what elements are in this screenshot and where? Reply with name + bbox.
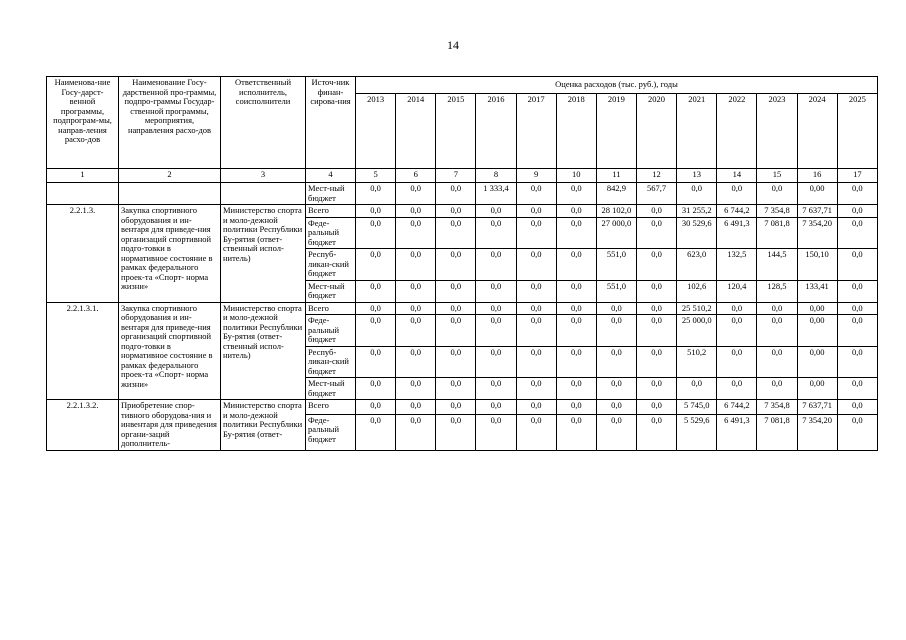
expense-value-cell: 6 491,3 xyxy=(717,414,757,450)
year-header-cell: 2015 xyxy=(436,94,476,169)
year-header-cell: 2019 xyxy=(596,94,636,169)
expense-value-cell: 0,0 xyxy=(436,217,476,249)
expense-value-cell: 6 744,2 xyxy=(717,400,757,414)
expense-value-cell: 0,0 xyxy=(356,183,396,205)
expense-value-cell: 0,0 xyxy=(636,346,676,378)
expense-value-cell: 0,0 xyxy=(396,315,436,347)
expense-value-cell: 0,0 xyxy=(476,414,516,450)
column-numbers-row xyxy=(47,169,878,183)
expense-value-cell: 0,0 xyxy=(717,183,757,205)
expense-value-cell: 0,0 xyxy=(356,414,396,450)
expense-value-cell: 0,00 xyxy=(797,315,837,347)
expense-value-cell: 0,00 xyxy=(797,378,837,400)
measure-code: 2.2.1.3.1. xyxy=(47,302,119,400)
expense-value-cell: 0,0 xyxy=(837,414,877,450)
column-number-cell: 13 xyxy=(677,169,717,183)
expense-value-cell: 0,0 xyxy=(636,414,676,450)
measure-name xyxy=(119,183,221,205)
expense-value-cell: 0,00 xyxy=(797,302,837,315)
measure-code: 2.2.1.3.2. xyxy=(47,400,119,451)
expense-value-cell: 128,5 xyxy=(757,280,797,302)
expense-value-cell: 7 637,71 xyxy=(797,205,837,218)
expense-value-cell: 842,9 xyxy=(596,183,636,205)
expense-value-cell: 0,0 xyxy=(596,315,636,347)
expense-value-cell: 0,0 xyxy=(476,280,516,302)
expense-value-cell: 551,0 xyxy=(596,249,636,281)
year-header-cell: 2016 xyxy=(476,94,516,169)
expense-value-cell: 0,0 xyxy=(596,414,636,450)
expense-value-cell: 133,41 xyxy=(797,280,837,302)
expense-value-cell: 132,5 xyxy=(717,249,757,281)
column-number-cell: 17 xyxy=(837,169,877,183)
expense-value-cell: 0,0 xyxy=(837,217,877,249)
column-number-cell: 15 xyxy=(757,169,797,183)
expense-value-cell: 0,0 xyxy=(837,183,877,205)
measure-code xyxy=(47,183,119,205)
column-number-cell: 1 xyxy=(47,169,119,183)
expense-value-cell: 0,0 xyxy=(476,205,516,218)
expense-value-cell: 144,5 xyxy=(757,249,797,281)
expense-value-cell: 0,0 xyxy=(717,315,757,347)
expense-value-cell: 0,0 xyxy=(516,302,556,315)
expense-value-cell: 0,0 xyxy=(396,205,436,218)
expense-value-cell: 0,0 xyxy=(837,280,877,302)
expense-value-cell: 0,0 xyxy=(556,378,596,400)
expense-value-cell: 0,0 xyxy=(516,249,556,281)
expense-value-cell: 7 081,8 xyxy=(757,414,797,450)
expense-value-cell: 0,0 xyxy=(757,378,797,400)
expense-value-cell: 0,0 xyxy=(636,378,676,400)
expense-value-cell: 6 491,3 xyxy=(717,217,757,249)
expense-value-cell: 0,0 xyxy=(436,414,476,450)
expense-value-cell: 0,0 xyxy=(476,400,516,414)
expense-value-cell: 623,0 xyxy=(677,249,717,281)
expense-value-cell: 0,0 xyxy=(636,302,676,315)
funding-source: Феде-ральный бюджет xyxy=(306,315,356,347)
funding-source: Респуб-ликан-ский бюджет xyxy=(306,346,356,378)
table-row xyxy=(47,400,878,414)
column-number-cell: 16 xyxy=(797,169,837,183)
expense-value-cell: 0,0 xyxy=(356,280,396,302)
expense-value-cell: 0,0 xyxy=(636,205,676,218)
expense-value-cell: 0,0 xyxy=(556,205,596,218)
column-number-cell: 2 xyxy=(119,169,221,183)
measure-name: Приобретение спор-тивного оборудова-ния и инвентаря для приведения органи-заций дополнитель- xyxy=(119,400,221,451)
column-number-cell: 3 xyxy=(221,169,306,183)
expense-value-cell: 6 744,2 xyxy=(717,205,757,218)
expense-value-cell: 0,0 xyxy=(396,378,436,400)
expense-value-cell: 25 510,2 xyxy=(677,302,717,315)
expense-value-cell: 7 354,8 xyxy=(757,205,797,218)
expense-value-cell: 0,00 xyxy=(797,346,837,378)
expense-value-cell: 0,0 xyxy=(436,315,476,347)
expense-value-cell: 150,10 xyxy=(797,249,837,281)
expense-value-cell: 0,0 xyxy=(356,205,396,218)
year-header-cell: 2025 xyxy=(837,94,877,169)
expense-value-cell: 0,0 xyxy=(516,217,556,249)
expense-value-cell: 7 354,20 xyxy=(797,414,837,450)
year-header-cell: 2017 xyxy=(516,94,556,169)
expense-value-cell: 0,0 xyxy=(396,280,436,302)
expense-value-cell: 0,0 xyxy=(717,378,757,400)
expense-value-cell: 31 255,2 xyxy=(677,205,717,218)
expense-value-cell: 7 354,8 xyxy=(757,400,797,414)
year-header-cell: 2021 xyxy=(677,94,717,169)
expense-value-cell: 0,0 xyxy=(436,400,476,414)
expense-value-cell: 0,0 xyxy=(356,217,396,249)
column-number-cell: 5 xyxy=(356,169,396,183)
expense-value-cell: 0,0 xyxy=(837,400,877,414)
expense-value-cell: 0,0 xyxy=(396,183,436,205)
expense-value-cell: 0,0 xyxy=(516,315,556,347)
table-row xyxy=(47,302,878,315)
responsible-executor: Министерство спорта и моло-дежной политики Республики Бу-рятия (ответ-ственный испол-нитель) xyxy=(221,205,306,303)
table-row xyxy=(47,205,878,218)
expense-value-cell: 0,0 xyxy=(516,205,556,218)
expense-value-cell: 0,0 xyxy=(516,280,556,302)
funding-source: Мест-ный бюджет xyxy=(306,183,356,205)
expense-value-cell: 0,0 xyxy=(556,217,596,249)
expense-value-cell: 0,0 xyxy=(396,414,436,450)
responsible-executor: Министерство спорта и моло-дежной политики Республики Бу-рятия (ответ-ственный испол-нитель) xyxy=(221,302,306,400)
column-number-cell: 8 xyxy=(476,169,516,183)
expense-value-cell: 0,0 xyxy=(516,414,556,450)
expense-value-cell: 0,0 xyxy=(556,302,596,315)
column-number-cell: 9 xyxy=(516,169,556,183)
expense-value-cell: 0,0 xyxy=(516,400,556,414)
expense-value-cell: 551,0 xyxy=(596,280,636,302)
expense-value-cell: 0,0 xyxy=(717,346,757,378)
expense-value-cell: 0,0 xyxy=(636,217,676,249)
expense-value-cell: 0,0 xyxy=(476,378,516,400)
expense-value-cell: 0,0 xyxy=(436,183,476,205)
year-header-cell: 2013 xyxy=(356,94,396,169)
expense-value-cell: 102,6 xyxy=(677,280,717,302)
expense-value-cell: 0,0 xyxy=(436,205,476,218)
expense-value-cell: 0,0 xyxy=(476,249,516,281)
expense-value-cell: 0,0 xyxy=(636,315,676,347)
header-measure-name: Наименование Госу-дарственной про-граммы, подпро-граммы Государ-ственной программы, мероприятия, направления расхо-дов xyxy=(119,77,221,169)
expense-value-cell: 30 529,6 xyxy=(677,217,717,249)
expense-value-cell: 0,0 xyxy=(436,346,476,378)
expense-value-cell: 0,0 xyxy=(476,346,516,378)
expense-value-cell: 567,7 xyxy=(636,183,676,205)
year-header-cell: 2023 xyxy=(757,94,797,169)
responsible-executor: Министерство спорта и моло-дежной политики Республики Бу-рятия (ответ- xyxy=(221,400,306,451)
funding-source: Феде-ральный бюджет xyxy=(306,414,356,450)
expense-value-cell: 510,2 xyxy=(677,346,717,378)
expense-value-cell: 0,0 xyxy=(837,378,877,400)
expense-value-cell: 25 000,0 xyxy=(677,315,717,347)
expense-value-cell: 0,0 xyxy=(356,249,396,281)
expense-value-cell: 0,0 xyxy=(556,414,596,450)
expense-value-cell: 0,0 xyxy=(356,346,396,378)
expense-value-cell: 0,0 xyxy=(476,217,516,249)
expense-value-cell: 0,0 xyxy=(556,280,596,302)
expense-value-cell: 0,0 xyxy=(396,400,436,414)
expense-value-cell: 0,0 xyxy=(757,183,797,205)
column-number-cell: 6 xyxy=(396,169,436,183)
expense-value-cell: 0,0 xyxy=(757,302,797,315)
expense-value-cell: 0,00 xyxy=(797,183,837,205)
expense-value-cell: 7 637,71 xyxy=(797,400,837,414)
expense-value-cell: 0,0 xyxy=(636,400,676,414)
expense-value-cell: 0,0 xyxy=(356,378,396,400)
expense-value-cell: 0,0 xyxy=(837,346,877,378)
expense-value-cell: 0,0 xyxy=(677,183,717,205)
expense-value-cell: 0,0 xyxy=(556,183,596,205)
expense-value-cell: 0,0 xyxy=(356,400,396,414)
expense-value-cell: 0,0 xyxy=(837,205,877,218)
funding-source: Мест-ный бюджет xyxy=(306,378,356,400)
measure-name: Закупка спортивного оборудования и ин-вентаря для приведе-ния организаций спортивной подго-товки в нормативное состояние в рамках федерального проек-та «Спорт- норма жизни» xyxy=(119,302,221,400)
budget-table xyxy=(46,76,878,451)
expense-value-cell: 0,0 xyxy=(837,315,877,347)
expense-value-cell: 0,0 xyxy=(556,249,596,281)
expense-value-cell: 0,0 xyxy=(837,302,877,315)
expense-value-cell: 1 333,4 xyxy=(476,183,516,205)
expense-value-cell: 0,0 xyxy=(436,378,476,400)
funding-source: Мест-ный бюджет xyxy=(306,280,356,302)
expense-value-cell: 27 000,0 xyxy=(596,217,636,249)
expense-value-cell: 0,0 xyxy=(596,400,636,414)
header-estimate: Оценка расходов (тыс. руб.), годы xyxy=(356,77,878,94)
expense-value-cell: 0,0 xyxy=(596,346,636,378)
header-funding-source: Источ-ник финан-сирова-ния xyxy=(306,77,356,169)
funding-source: Всего xyxy=(306,302,356,315)
expense-value-cell: 0,0 xyxy=(837,249,877,281)
expense-value-cell: 0,0 xyxy=(356,315,396,347)
expense-value-cell: 120,4 xyxy=(717,280,757,302)
column-number-cell: 12 xyxy=(636,169,676,183)
expense-value-cell: 0,0 xyxy=(396,217,436,249)
expense-value-cell: 7 354,20 xyxy=(797,217,837,249)
year-header-cell: 2018 xyxy=(556,94,596,169)
expense-value-cell: 0,0 xyxy=(596,378,636,400)
header-program-name: Наименова-ние Госу-дарст-венной программы, подпрограм-мы, направ-ления расхо-дов xyxy=(47,77,119,169)
expense-value-cell: 7 081,8 xyxy=(757,217,797,249)
expense-value-cell: 0,0 xyxy=(396,249,436,281)
expense-value-cell: 0,0 xyxy=(757,315,797,347)
expense-value-cell: 28 102,0 xyxy=(596,205,636,218)
expense-value-cell: 0,0 xyxy=(476,302,516,315)
expense-value-cell: 0,0 xyxy=(516,378,556,400)
expense-value-cell: 0,0 xyxy=(436,249,476,281)
year-header-cell: 2024 xyxy=(797,94,837,169)
year-header-cell: 2020 xyxy=(636,94,676,169)
column-number-cell: 10 xyxy=(556,169,596,183)
expense-value-cell: 0,0 xyxy=(356,302,396,315)
expense-value-cell: 5 529,6 xyxy=(677,414,717,450)
expense-value-cell: 0,0 xyxy=(596,302,636,315)
expense-value-cell: 0,0 xyxy=(436,302,476,315)
header-executor: Ответственный исполнитель, соисполнители xyxy=(221,77,306,169)
expense-value-cell: 0,0 xyxy=(516,183,556,205)
expense-value-cell: 0,0 xyxy=(396,302,436,315)
expense-value-cell: 0,0 xyxy=(556,315,596,347)
expense-value-cell: 0,0 xyxy=(396,346,436,378)
table-row xyxy=(47,183,878,205)
expense-value-cell: 0,0 xyxy=(476,315,516,347)
page-number: 14 xyxy=(447,38,459,52)
expense-value-cell: 0,0 xyxy=(516,346,556,378)
column-number-cell: 11 xyxy=(596,169,636,183)
responsible-executor xyxy=(221,183,306,205)
expense-value-cell: 0,0 xyxy=(556,400,596,414)
column-number-cell: 7 xyxy=(436,169,476,183)
year-header-cell: 2014 xyxy=(396,94,436,169)
funding-source: Респуб-ликан-ский бюджет xyxy=(306,249,356,281)
measure-code: 2.2.1.3. xyxy=(47,205,119,303)
column-number-cell: 4 xyxy=(306,169,356,183)
funding-source: Феде-ральный бюджет xyxy=(306,217,356,249)
column-number-cell: 14 xyxy=(717,169,757,183)
measure-name: Закупка спортивного оборудования и ин-вентаря для приведе-ния организаций спортивной подго-товки в нормативное состояние в рамках федерального проек-та «Спорт- норма жизни» xyxy=(119,205,221,303)
expense-value-cell: 5 745,0 xyxy=(677,400,717,414)
expense-value-cell: 0,0 xyxy=(677,378,717,400)
expense-value-cell: 0,0 xyxy=(436,280,476,302)
expense-value-cell: 0,0 xyxy=(757,346,797,378)
funding-source: Всего xyxy=(306,400,356,414)
expense-value-cell: 0,0 xyxy=(717,302,757,315)
expense-value-cell: 0,0 xyxy=(556,346,596,378)
expense-value-cell: 0,0 xyxy=(636,280,676,302)
year-header-cell: 2022 xyxy=(717,94,757,169)
funding-source: Всего xyxy=(306,205,356,218)
expense-value-cell: 0,0 xyxy=(636,249,676,281)
header-row xyxy=(47,77,878,94)
